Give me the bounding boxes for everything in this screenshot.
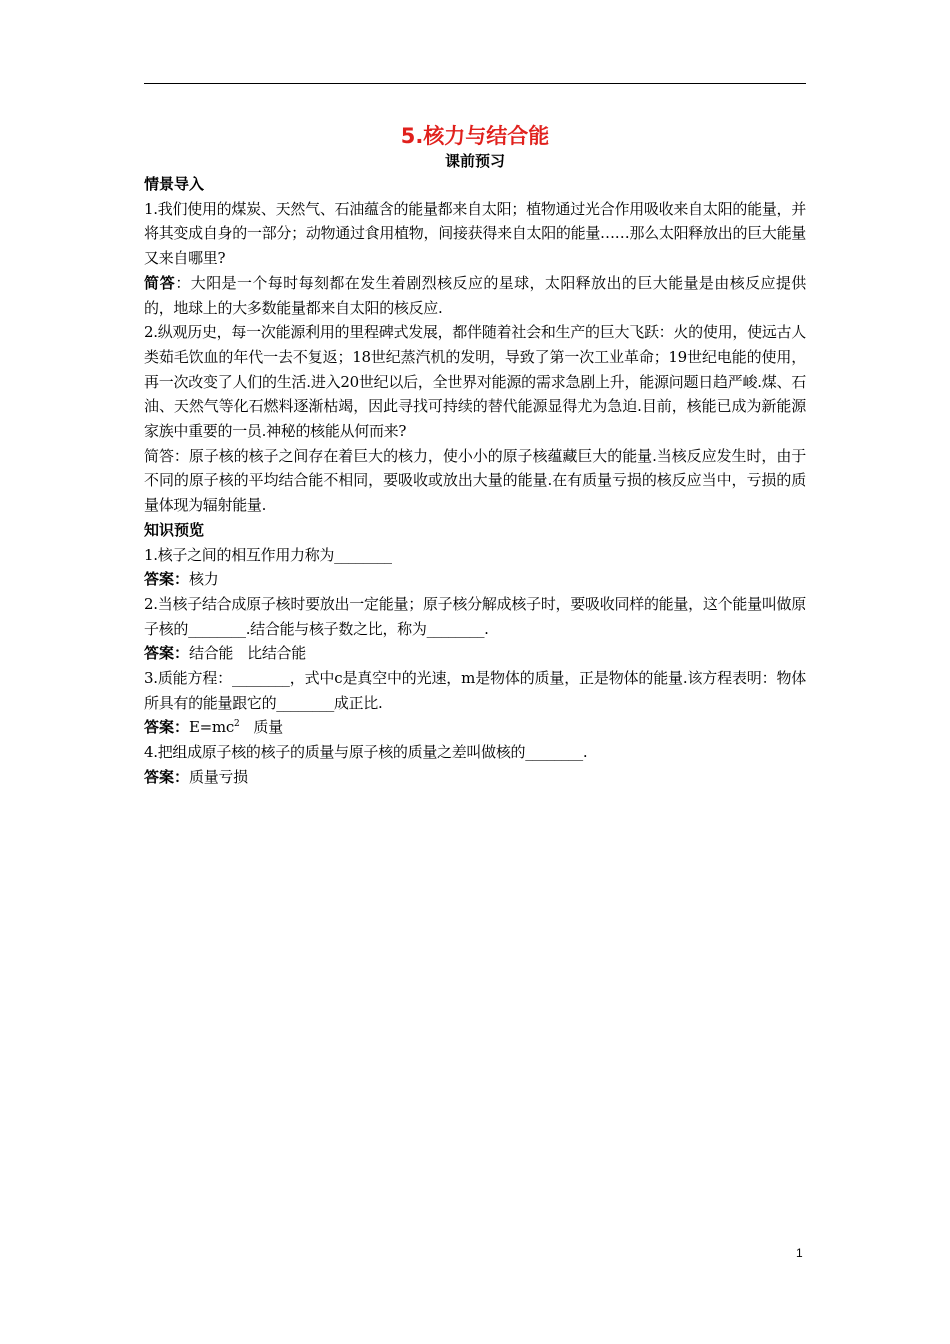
preview-question-2: 2.当核子结合成原子核时要放出一定能量；原子核分解成核子时，要吸收同样的能量，这个能量叫做原子核的________.结合能与核子数之比，称为________. <box>144 594 806 638</box>
preview-question-3: 3.质能方程：________，式中c是真空中的光速，m是物体的质量，正是物体的能量.该方程表明：物体所具有的能量跟它的________成正比. <box>144 669 806 712</box>
answer-text: 质量 <box>253 718 283 737</box>
preview-answer-3 <box>144 715 806 740</box>
answer-text: 比结合能 <box>247 644 306 663</box>
section-heading-intro: 情景导入 <box>144 175 205 193</box>
answer-label: 答案： <box>144 570 190 589</box>
page-number: 1 <box>796 1246 803 1260</box>
intro-answer-1 <box>144 271 806 320</box>
page-subtitle: 课前预习 <box>444 152 505 170</box>
preview-question-4: 4.把组成原子核的核子的质量与原子核的质量之差叫做核的________. <box>144 743 588 762</box>
intro-question-2: 2.纵观历史，每一次能源利用的里程碑式发展，都伴随着社会和生产的巨大飞跃：火的使用，使远古人类茹毛饮血的年代一去不复返；18世纪蒸汽机的发明，导致了第一次工业革命；19世纪电能的使用，再一次改变了人们的生活.进入20世纪以后，全世界对能源的需求急剧上升，能源问题日趋严峻.煤、石油、天然气等化石燃料逐渐枯竭，因此寻找可持续的替代能源显得尤为急迫.目前，核能已成为新能源家族中重要的一员.神秘的核能从何而来? <box>144 323 806 441</box>
preview-answer-2 <box>144 641 806 666</box>
formula-text: E=mc <box>189 718 234 737</box>
answer-label: 答案： <box>144 767 190 786</box>
header-rule <box>144 83 806 84</box>
answer-label: 简答 <box>144 273 176 292</box>
answer-text: 核力 <box>189 570 219 589</box>
intro-question-1: 1.我们使用的煤炭、天然气、石油蕴含的能量都来自太阳；植物通过光合作用吸收来自太阳的能量，并将其变成自身的一部分；动物通过食用植物，间接获得来自太阳的能量……那么太阳释放出的巨大能量又来自哪里? <box>144 199 806 268</box>
answer-text: 结合能 <box>189 644 234 663</box>
page-title: 5.核力与结合能 <box>400 124 550 148</box>
page-content <box>144 122 806 790</box>
preview-answer-4 <box>144 765 806 790</box>
answer-text: ：大阳是一个每时每刻都在发生着剧烈核反应的星球，太阳释放出的巨大能量是由核反应提供的，地球上的大多数能量都来自太阳的核反应. <box>144 273 806 317</box>
preview-question-1: 1.核子之间的相互作用力称为________ <box>144 545 392 564</box>
answer-text: 质量亏损 <box>189 767 248 786</box>
section-heading-preview: 知识预览 <box>144 520 205 539</box>
preview-answer-1 <box>144 567 806 592</box>
intro-answer-2: 简答：原子核的核子之间存在着巨大的核力，使小小的原子核蕴藏巨大的能量.当核反应发生时，由于不同的原子核的平均结合能不相同，要吸收或放出大量的能量.在有质量亏损的核反应当中，亏损的质量体现为辐射能量. <box>144 446 806 515</box>
formula-exponent: 2 <box>233 719 240 730</box>
answer-label: 答案： <box>144 718 190 737</box>
answer-label: 答案： <box>144 644 190 663</box>
